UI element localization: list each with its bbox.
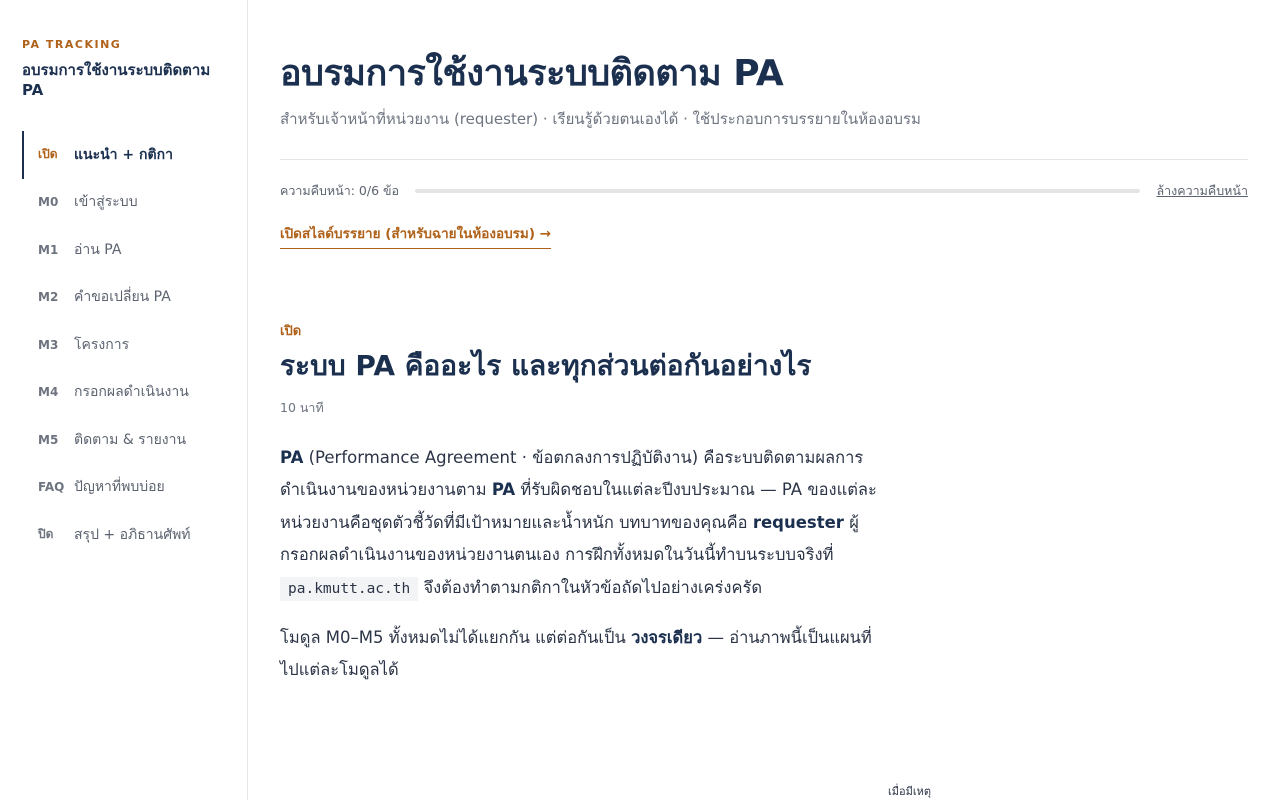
header-divider — [280, 159, 1248, 160]
nav-code: M3 — [38, 337, 59, 352]
section-body — [280, 442, 882, 705]
nav-label: สรุป + อภิธานศัพท์ — [74, 526, 191, 543]
sidebar-item-m5[interactable] — [22, 416, 248, 464]
sidebar-item-m3[interactable] — [22, 321, 248, 369]
text-fragment: ผู้กรอกผลดำเนินงานของหน่วยงานตนเอง การฝึกทั้งหมดในวันนี้ทำบนระบบจริงที่ — [280, 512, 859, 565]
nav-code: M1 — [38, 242, 59, 257]
nav-code: M2 — [38, 290, 59, 305]
diagram-label-fragment: เมื่อมีเหตุ — [888, 785, 932, 798]
sidebar-item-m2[interactable] — [22, 274, 248, 322]
sidebar-item-faq[interactable] — [22, 464, 248, 512]
progress-bar — [415, 189, 1140, 193]
brand-eyebrow: PA TRACKING — [22, 38, 122, 51]
text-fragment: จึงต้องทำตามกติกาในหัวข้อถัดไปอย่างเคร่งครัด — [418, 577, 763, 597]
page-subtitle: สำหรับเจ้าหน้าที่หน่วยงาน (requester) · เรียนรู้ด้วยตนเองได้ · ใช้ประกอบการบรรยายในห้องอบรม — [280, 110, 921, 128]
sidebar-item-m0[interactable] — [22, 179, 248, 227]
section-title: ระบบ PA คืออะไร และทุกส่วนต่อกันอย่างไร — [280, 349, 812, 382]
nav-label: คำขอเปลี่ยน PA — [74, 289, 171, 306]
main-content — [280, 0, 1248, 800]
page-title: อบรมการใช้งานระบบติดตาม PA — [280, 53, 784, 94]
nav-label: กรอกผลดำเนินงาน — [74, 384, 189, 401]
progress-row — [280, 181, 1248, 201]
text-fragment: โมดูล M0–M5 ทั้งหมดไม่ได้แยกกัน แต่ต่อกันเป็น — [280, 628, 632, 648]
sidebar-item-closing[interactable] — [22, 511, 248, 559]
term-pa: PA — [280, 448, 304, 467]
system-url-code: pa.kmutt.ac.th — [280, 577, 418, 601]
text-fragment: (Performance Agreement · ข้อตกลงการปฏิบัติงาน) คือระบบติดตามผลการดำเนินงานของหน่วยงานตาม — [280, 448, 864, 500]
nav-code: M5 — [38, 432, 59, 447]
text-fragment: ที่รับผิดชอบในแต่ละปีงบประมาณ — PA ของแต่ละหน่วยงานคือชุดตัวชี้วัดที่มีเป้าหมายและน้ำหนัก บทบาทของคุณคือ — [280, 480, 877, 532]
term-pa: PA — [491, 480, 516, 500]
sidebar-nav — [22, 131, 248, 559]
reset-progress-link[interactable]: ล้างความคืบหน้า — [1156, 183, 1248, 198]
nav-code: FAQ — [38, 480, 65, 495]
nav-label: อ่าน PA — [74, 241, 122, 258]
nav-label: เข้าสู่ระบบ — [74, 194, 138, 211]
sidebar-item-m4[interactable] — [22, 369, 248, 417]
module-paragraph — [280, 622, 882, 687]
section-duration: 10 นาที — [280, 400, 324, 415]
nav-code: ปิด — [38, 527, 54, 542]
sidebar — [0, 0, 248, 800]
term-requester: requester — [752, 512, 844, 532]
section-eyebrow: เปิด — [280, 324, 302, 339]
brand-title[interactable]: อบรมการใช้งานระบบติดตาม PA — [22, 61, 211, 99]
intro-paragraph — [280, 442, 882, 604]
nav-code: M4 — [38, 385, 59, 400]
open-slides-link[interactable]: เปิดสไลด์บรรยาย (สำหรับฉายในห้องอบรม) → — [280, 222, 551, 249]
sidebar-item-intro[interactable] — [22, 131, 248, 179]
term-single-cycle: วงจรเดียว — [631, 628, 703, 648]
nav-label: ติดตาม & รายงาน — [74, 431, 187, 448]
sidebar-item-m1[interactable] — [22, 226, 248, 274]
nav-code: M0 — [38, 195, 59, 210]
text-fragment: — อ่านภาพนี้เป็นแผนที่ไปแต่ละโมดูลได้ — [280, 628, 872, 680]
nav-label: แนะนำ + กติกา — [74, 146, 173, 163]
nav-label: ปัญหาที่พบบ่อย — [74, 479, 165, 496]
nav-label: โครงการ — [74, 336, 130, 353]
progress-text: ความคืบหน้า: 0/6 ข้อ — [280, 183, 400, 198]
nav-code: เปิด — [38, 147, 58, 162]
